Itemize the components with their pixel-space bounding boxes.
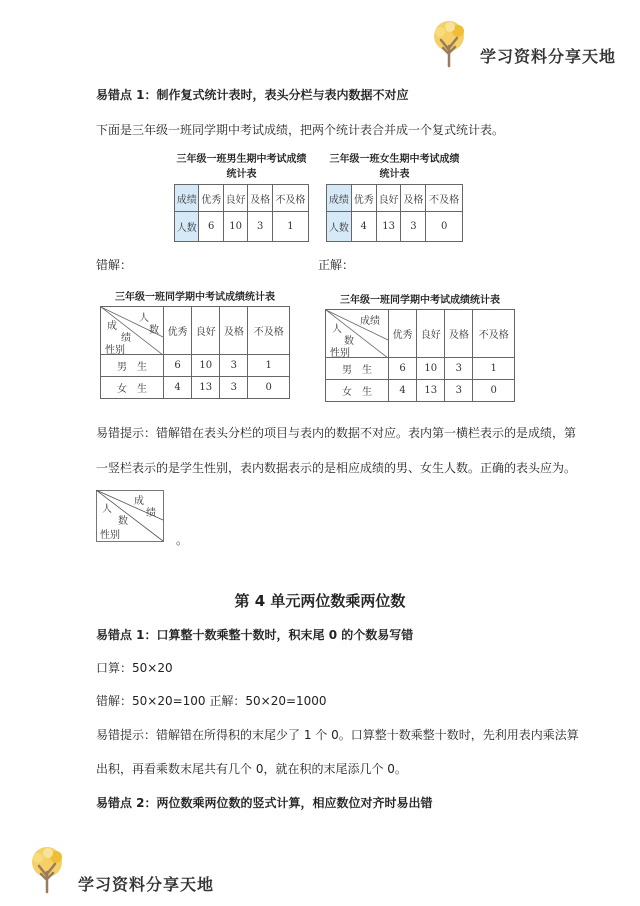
table-cell: 女 生 — [326, 380, 389, 402]
section2-heading2: 易错点 2：两位数乘两位数的竖式计算，相应数位对齐时易出错 — [96, 796, 433, 810]
tree-logo-icon — [428, 20, 470, 68]
table-cell: 及格 — [220, 307, 248, 355]
right-table-title: 三年级一班同学期中考试成绩统计表 — [340, 295, 500, 306]
period-mark: 。 — [176, 533, 189, 547]
diag-label: 性别 — [105, 345, 125, 356]
wrong-table-title: 三年级一班同学期中考试成绩统计表 — [115, 292, 275, 303]
girls-table — [326, 150, 463, 242]
brand-name: 学习资料分享天地 — [480, 47, 617, 66]
table-cell: 成绩 — [327, 185, 352, 212]
calc-line: 口算：50×20 — [96, 661, 173, 675]
table-cell: 6 — [389, 358, 417, 380]
table-cell: 及格 — [401, 185, 426, 212]
table-cell: 13 — [192, 377, 220, 399]
diag-label: 绩 — [146, 508, 156, 519]
table-cell: 人数 — [327, 212, 352, 242]
table-cell: 女 生 — [101, 377, 164, 399]
table-cell: 不及格 — [272, 185, 308, 212]
tree-logo-icon — [26, 846, 68, 894]
diag-label: 人 — [139, 313, 149, 324]
hint-line: 一竖栏表示的是学生性别，表内数据表示的是相应成绩的男、女生人数。正确的表头应为。 — [96, 461, 577, 475]
table-cell: 3 — [445, 358, 473, 380]
table-cell: 3 — [401, 212, 426, 242]
diag-label: 性别 — [100, 530, 120, 541]
table-cell: 3 — [220, 377, 248, 399]
table-cell: 人数 — [175, 212, 199, 242]
table-cell: 10 — [417, 358, 445, 380]
wrong-table — [100, 288, 290, 399]
right-table — [325, 291, 515, 402]
table-cell: 良好 — [417, 310, 445, 358]
diag-label: 绩 — [121, 333, 131, 344]
table-cell: 4 — [164, 377, 192, 399]
table-cell: 0 — [248, 377, 290, 399]
table-cell: 不及格 — [248, 307, 290, 355]
girls-table-title: 三年级一班女生期中考试成绩统计表 — [329, 154, 460, 180]
diag-label: 人 — [102, 504, 112, 515]
table-cell: 0 — [426, 212, 463, 242]
wrong-right-line: 错解：50×20=100 正解：50×20=1000 — [96, 694, 327, 708]
diag-label: 数 — [118, 516, 128, 527]
diag-label: 成 — [134, 496, 144, 507]
table-cell: 1 — [473, 358, 515, 380]
table-cell: 男 生 — [101, 355, 164, 377]
table-cell: 良好 — [192, 307, 220, 355]
table-cell: 1 — [248, 355, 290, 377]
boys-table — [174, 150, 309, 242]
table-cell: 成绩 — [175, 185, 199, 212]
table-cell: 及格 — [248, 185, 272, 212]
table-cell: 及格 — [445, 310, 473, 358]
table-cell: 3 — [248, 212, 272, 242]
table-cell: 10 — [192, 355, 220, 377]
table-cell: 优秀 — [351, 185, 376, 212]
table-cell: 良好 — [223, 185, 247, 212]
section1-intro: 下面是三年级一班同学期中考试成绩，把两个统计表合并成一个复式统计表。 — [96, 123, 505, 137]
unit-title: 第 4 单元两位数乘两位数 — [234, 592, 406, 610]
boys-table-title: 三年级一班男生期中考试成绩统计表 — [176, 154, 307, 180]
diag-label: 数 — [149, 325, 159, 336]
table-cell: 良好 — [376, 185, 401, 212]
table-cell: 男 生 — [326, 358, 389, 380]
diagonal-header — [326, 310, 389, 358]
table-cell: 6 — [199, 212, 223, 242]
table-cell: 不及格 — [473, 310, 515, 358]
table-cell: 6 — [164, 355, 192, 377]
brand-name: 学习资料分享天地 — [78, 875, 215, 894]
hint-line: 易错提示：错解错在表头分栏的项目与表内的数据不对应。表内第一横栏表示的是成绩，第 — [96, 426, 577, 440]
table-cell: 1 — [272, 212, 308, 242]
table-cell: 3 — [220, 355, 248, 377]
diag-label: 成 — [107, 321, 117, 332]
diag-label: 人 — [332, 324, 342, 335]
hint-line: 出积，再看乘数末尾共有几个 0，就在积的末尾添几个 0。 — [96, 762, 407, 776]
table-cell: 13 — [376, 212, 401, 242]
table-cell: 优秀 — [389, 310, 417, 358]
wrong-label: 错解： — [96, 258, 133, 272]
right-label: 正解： — [318, 258, 355, 272]
section1-heading: 易错点 1：制作复式统计表时，表头分栏与表内数据不对应 — [96, 88, 409, 102]
table-cell: 4 — [389, 380, 417, 402]
table-cell: 不及格 — [426, 185, 463, 212]
diagonal-header — [101, 307, 164, 355]
table-cell: 10 — [223, 212, 247, 242]
table-cell: 优秀 — [199, 185, 223, 212]
diag-label: 性别 — [330, 348, 350, 359]
section2-heading1: 易错点 1：口算整十数乘整十数时，积末尾 0 的个数易写错 — [96, 628, 414, 642]
table-cell: 0 — [473, 380, 515, 402]
diag-label: 成绩 — [360, 316, 380, 327]
table-cell: 4 — [351, 212, 376, 242]
table-cell: 优秀 — [164, 307, 192, 355]
table-cell: 3 — [445, 380, 473, 402]
hint-line: 易错提示：错解错在所得积的末尾少了 1 个 0。口算整十数乘整十数时，先利用表内乘法算 — [96, 728, 579, 742]
table-cell: 13 — [417, 380, 445, 402]
small-header-diagram — [96, 490, 164, 542]
diag-label: 数 — [344, 336, 354, 347]
